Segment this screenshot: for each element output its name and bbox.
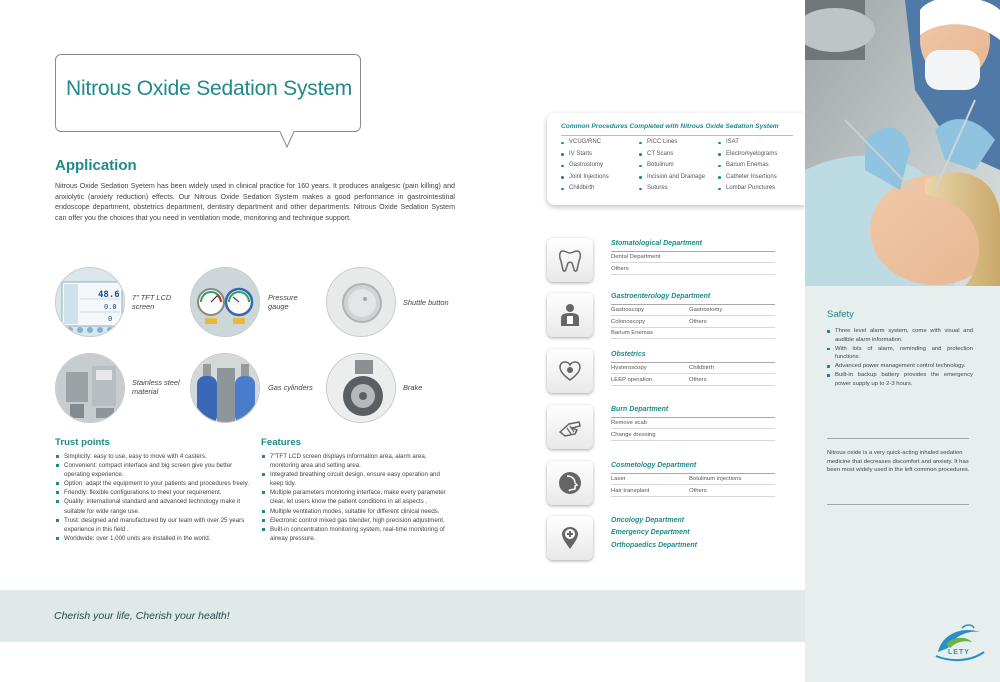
table-cell: Gastrostomy [689,307,723,313]
info-text: Nitrous oxide is a very quick-acting inhaled sedation medicine that decreases discomfort and anxiety. It has been most widely used in the left common procedures. [827,450,970,474]
shuttle-label: Shuttle button [403,298,449,307]
divider [561,135,793,136]
list-item: ISAT [718,137,777,149]
lcd-label: 7" TFT LCD screen [132,293,172,311]
table-cell: Laser [611,476,626,482]
gas-label: Gas cylinders [268,383,313,392]
brake-image [326,353,396,423]
list-item: Built-in backup battery provides the emergency power supply up to 2-3 hours. [827,371,973,388]
table-cell: Others [611,266,629,272]
table-cell: Gastroscopy [611,307,645,313]
table-row [611,305,775,316]
list-item: 7"TFT LCD screen displays information area, alarm area, monitoring area and setting area. [261,452,455,470]
safety-list [827,327,973,389]
procedures-col-1 [561,137,609,195]
divider [827,504,969,505]
list-item: CT Scans [639,149,705,161]
features-list [261,452,455,543]
brake-label: Brake [403,383,423,392]
logo-text: LETY [948,649,970,656]
procedures-heading: Common Procedures Completed with Nitrous Oxide Sedation System [561,123,779,130]
divider [827,438,969,439]
list-item: Friendly: flexible configurations to meet your requirement. [55,488,250,497]
dept-cosmetology-title: Cosmetology Department [611,462,697,469]
table-cell: Dental Department [611,254,661,260]
title-callout [55,54,361,132]
slogan: Cherish your life, Cherish your health! [54,610,230,622]
gas-cylinders-image [190,353,260,423]
features-heading: Features [261,437,301,448]
list-item: Lumbar Punctures [718,183,777,195]
table-row [611,328,775,339]
application-text: Nitrous Oxide Sedation Syetem has been widely used in clinical practice for 160 years. It produces analgesic (pain killing) and anxiolytic (anxiety reduction) effects. Our Nitrous Oxide Sedation System makes a good performance in gastrointestinal endoscope department, obstetrics department, dentistry department and other departments. Nitrous Oxide Sedation System can offer you the choices that you need in ventilation mode, monitoring and technique support. [55,182,455,222]
dept-emergency-title: Emergency Department [611,529,690,536]
list-item: Barium Enemas [718,160,777,172]
list-item: Trust: designed and manufactured by our team with over 25 years experience in this field . [55,516,250,534]
doctor-icon [547,293,593,337]
pressure-gauge-image [190,267,260,337]
lcd-readout-3: 0 [108,315,113,323]
dept-orthopaedics-title: Orthopaedics Department [611,542,697,549]
list-item: Advanced power management control technology. [827,362,973,371]
table-cell: Others [689,377,707,383]
list-item: IV Starts [561,149,609,161]
table-row [611,430,775,441]
table-row [611,375,775,386]
table-cell: Remove scab [611,420,648,426]
lcd-readout-2: 0.0 [104,303,117,311]
dept-oncology-title: Oncology Department [611,517,685,524]
steel-label: Stainless steel material [132,378,180,396]
table-cell: Barium Enemas [611,330,653,336]
list-item: Electromyelograms [718,149,777,161]
lcd-readout-1: 48.6 [98,290,120,300]
list-item: Childbirth [561,183,609,195]
list-item: Option: adapt the equipment to your patients and procedures freely. [55,479,250,488]
list-item: Multiple parameters monitoring interface, make every parameter clear, let users know the patient conditions in all aspects . [261,488,455,506]
list-item: Electronic control mixed gas blender, high precision adjustment. [261,516,455,525]
table-cell: Hair transplant [611,488,650,494]
list-item: Three level alarm system, come with visual and audible alarm information. [827,327,973,344]
list-item: Quality: international standard and advanced technology make it suitable for wide range use. [55,497,250,515]
list-item: Catheter Insertions [718,172,777,184]
list-item: VCUG/RNC [561,137,609,149]
list-item: Botulinum [639,160,705,172]
table-row [611,474,775,485]
table-cell: Botulinum injections [689,476,742,482]
list-item: Simplicity: easy to use, easy to move with 4 casters. [55,452,250,461]
dept-obstetrics-title: Obstetrics [611,351,646,358]
trust-heading: Trust points [55,437,110,448]
face-profile-icon [547,461,593,505]
lety-logo [932,622,988,668]
table-row [611,264,775,275]
trust-list [55,452,250,543]
tooth-icon [547,238,593,282]
page-title: Nitrous Oxide Sedation System [66,77,352,100]
application-heading: Application [55,157,137,174]
list-item: Sutures [639,183,705,195]
shuttle-button-image [326,267,396,337]
list-item: Worldwide: over 1,000 units are installed in the world. [55,534,250,543]
list-item: Gastrostomy [561,160,609,172]
table-row [611,418,775,429]
table-cell: Colonoscopy [611,319,646,325]
list-item: Built-in concentration monitoring system, real-time monitoring of airway pressure. [261,525,455,543]
table-row [611,486,775,497]
list-item: Integrated breathing circuit design, ensure easy operation and keep tidy. [261,470,455,488]
safety-heading: Safety [827,309,854,320]
pressure-label: Pressure gauge [268,293,298,311]
table-row [611,317,775,328]
table-cell: LEEP operation [611,377,653,383]
dept-burn-title: Burn Department [611,406,669,413]
table-cell: Change dressing [611,432,656,438]
list-item: Multiple ventilation modes, suitable for different clinical needs. [261,507,455,516]
lcd-screen-image [55,267,125,337]
bandaged-hand-icon [547,405,593,449]
procedures-col-2 [639,137,705,195]
mother-baby-icon [547,349,593,393]
table-cell: Childbirth [689,365,714,371]
list-item: Incision and Drainage [639,172,705,184]
table-row [611,363,775,374]
table-cell: Others [689,319,707,325]
procedures-col-3 [718,137,777,195]
dept-gastro-title: Gastroenterology Department [611,293,711,300]
list-item: Convenient: compact interface and big screen give you better operating experience. [55,461,250,479]
dental-treatment-photo [805,0,1000,286]
dept-stomatological-title: Stomatological Department [611,240,703,247]
stainless-steel-image [55,353,125,423]
location-cross-icon [547,516,593,560]
procedures-card [547,113,805,205]
table-cell: Others [689,488,707,494]
list-item: With lots of alarm, reminding and protection functions. [827,345,973,362]
list-item: PICC Lines [639,137,705,149]
table-cell: Hysteroscopy [611,365,647,371]
list-item: Joint Injections [561,172,609,184]
table-row [611,252,775,263]
